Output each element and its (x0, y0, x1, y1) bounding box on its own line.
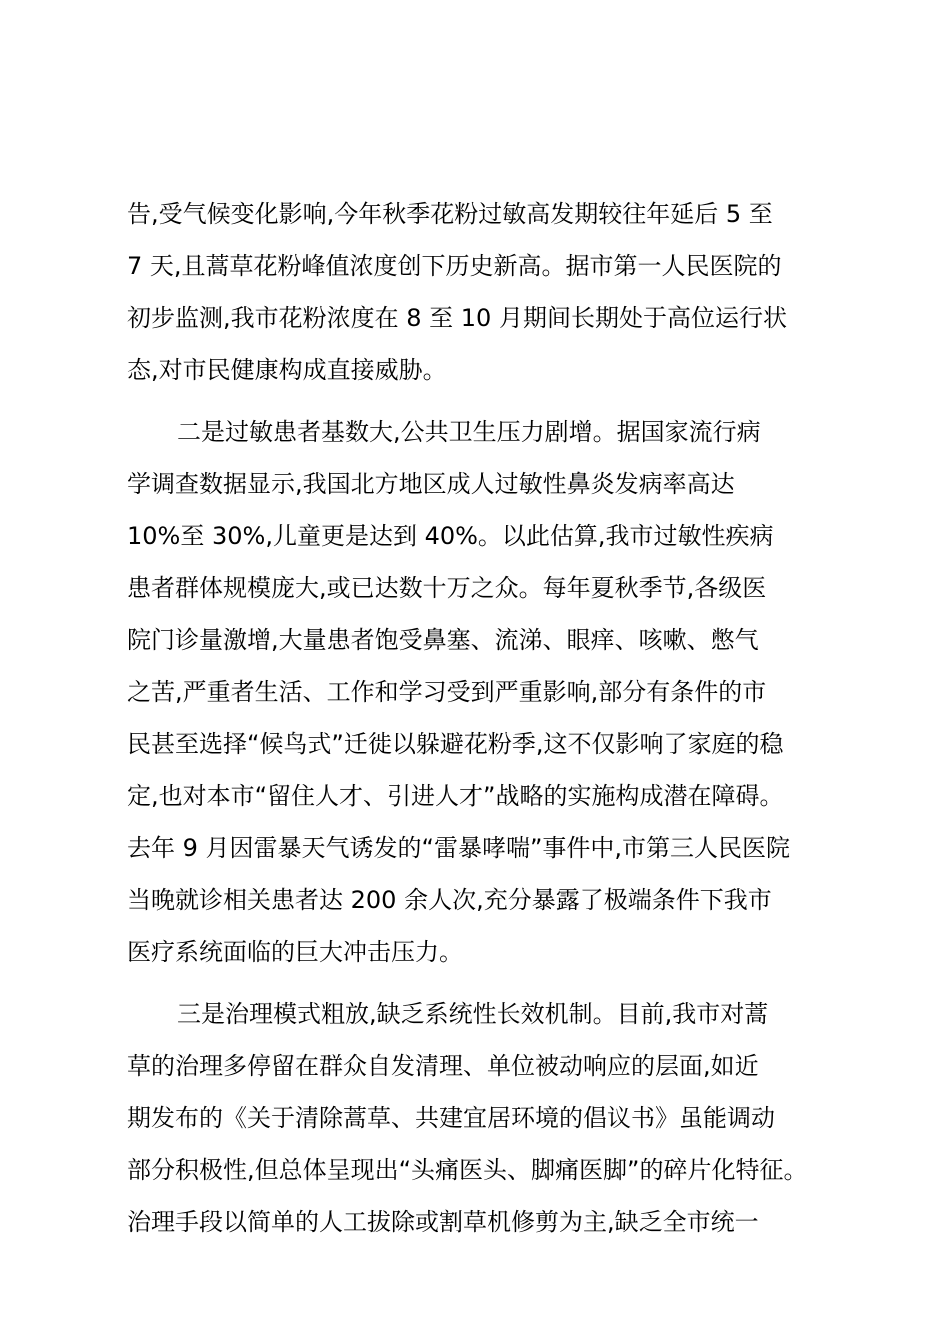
text-line: 期发布的《关于清除蒿草、共建宜居环境的倡议书》虽能调动 (127, 1104, 775, 1132)
text-line: 草的治理多停留在群众自发清理、单位被动响应的层面,如近 (127, 1052, 759, 1080)
paragraph-2 (127, 406, 847, 978)
text-line: 当晚就诊相关患者达 200 余人次,充分暴露了极端条件下我市 (127, 886, 772, 914)
text-line: 部分积极性,但总体呈现出“头痛医头、脚痛医脚”的碎片化特征。 (127, 1156, 808, 1184)
document-body (127, 188, 847, 1248)
text-line: 告,受气候变化影响,今年秋季花粉过敏高发期较往年延后 5 至 (127, 200, 773, 228)
text-line: 院门诊量激增,大量患者饱受鼻塞、流涕、眼痒、咳嗽、憋气 (127, 626, 759, 654)
text-line: 定,也对本市“留住人才、引进人才”战略的实施构成潜在障碍。 (127, 782, 784, 810)
paragraph-spacer (127, 396, 847, 406)
text-line: 去年 9 月因雷暴天气诱发的“雷暴哮喘”事件中,市第三人民医院 (127, 834, 791, 862)
paragraph-1 (127, 188, 847, 396)
text-line: 之苦,严重者生活、工作和学习受到严重影响,部分有条件的市 (127, 678, 767, 706)
text-line: 医疗系统面临的巨大冲击压力。 (127, 938, 463, 966)
text-line: 患者群体规模庞大,或已达数十万之众。每年夏秋季节,各级医 (127, 574, 767, 602)
paragraph-3 (127, 988, 847, 1248)
paragraph-spacer (127, 978, 847, 988)
text-line-first: 三是治理模式粗放,缺乏系统性长效机制。目前,我市对蒿 (177, 1000, 769, 1028)
text-line: 态,对市民健康构成直接威胁。 (127, 356, 447, 384)
text-line: 学调查数据显示,我国北方地区成人过敏性鼻炎发病率高达 (127, 470, 735, 498)
text-line: 治理手段以简单的人工拔除或割草机修剪为主,缺乏全市统一 (127, 1208, 759, 1236)
text-line: 10%至 30%,儿童更是达到 40%。以此估算,我市过敏性疾病 (127, 522, 774, 550)
text-line: 7 天,且蒿草花粉峰值浓度创下历史新高。据市第一人民医院的 (127, 252, 782, 280)
text-line: 民甚至选择“候鸟式”迁徙以躲避花粉季,这不仅影响了家庭的稳 (127, 730, 784, 758)
text-line-first: 二是过敏患者基数大,公共卫生压力剧增。据国家流行病 (177, 418, 761, 446)
text-line: 初步监测,我市花粉浓度在 8 至 10 月期间长期处于高位运行状 (127, 304, 787, 332)
